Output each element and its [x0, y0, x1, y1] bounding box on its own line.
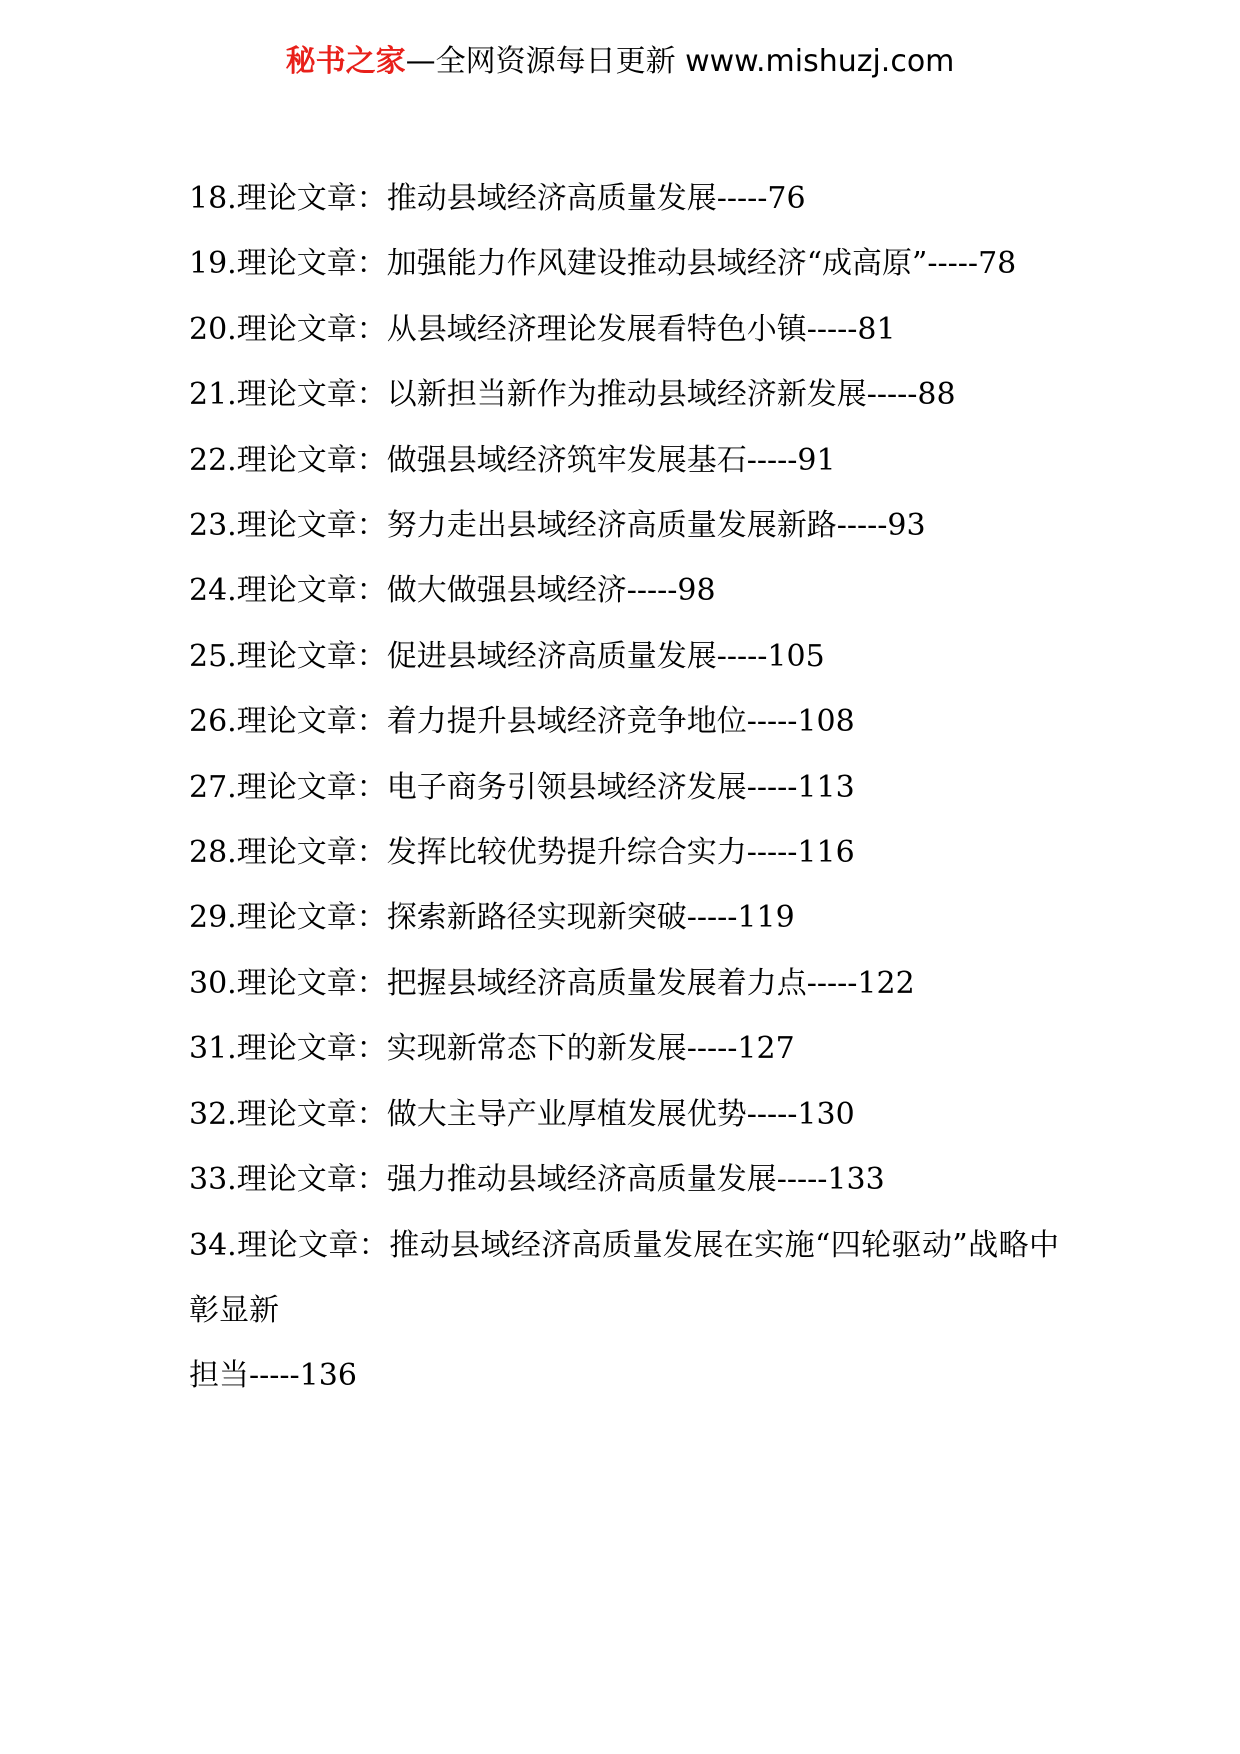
toc-entry-29: 29.理论文章：探索新路径实现新突破-----119	[189, 900, 795, 936]
page-header	[0, 40, 1240, 84]
toc-entry-24: 24.理论文章：做大做强县域经济-----98	[189, 573, 716, 609]
toc-entry-21: 21.理论文章：以新担当新作为推动县域经济新发展-----88	[189, 377, 956, 413]
brand-name: 秘书之家	[285, 44, 406, 79]
toc-entry-30: 30.理论文章：把握县域经济高质量发展着力点-----122	[189, 965, 915, 1001]
toc-entry-23: 23.理论文章：努力走出县域经济高质量发展新路-----93	[189, 508, 926, 544]
toc-entry-28: 28.理论文章：发挥比较优势提升综合实力-----116	[189, 835, 855, 871]
toc-entry-20: 20.理论文章：从县域经济理论发展看特色小镇-----81	[189, 311, 896, 347]
toc-entry-25: 25.理论文章：促进县域经济高质量发展-----105	[189, 638, 825, 674]
toc-entry-22: 22.理论文章：做强县域经济筑牢发展基石-----91	[189, 442, 836, 478]
toc-entry-34: 34.理论文章：推动县域经济高质量发展在实施“四轮驱动”战略中彰显新	[189, 1227, 1059, 1328]
toc-entry-19: 19.理论文章：加强能力作风建设推动县域经济“成高原”-----78	[189, 246, 1017, 282]
toc-entry-34-continued: 担当-----136	[189, 1358, 357, 1394]
toc-entry-26: 26.理论文章：着力提升县域经济竞争地位-----108	[189, 704, 855, 740]
toc-entry-32: 32.理论文章：做大主导产业厚植发展优势-----130	[189, 1096, 855, 1132]
toc-entry-33: 33.理论文章：强力推动县域经济高质量发展-----133	[189, 1162, 885, 1198]
toc-entry-27: 27.理论文章：电子商务引领县域经济发展-----113	[189, 769, 855, 805]
header-tagline: —全网资源每日更新 www.mishuzj.com	[405, 44, 955, 79]
toc-entry-31: 31.理论文章：实现新常态下的新发展-----127	[189, 1031, 795, 1067]
toc-entry-18: 18.理论文章：推动县域经济高质量发展-----76	[189, 181, 806, 216]
table-of-contents	[189, 166, 1059, 1409]
